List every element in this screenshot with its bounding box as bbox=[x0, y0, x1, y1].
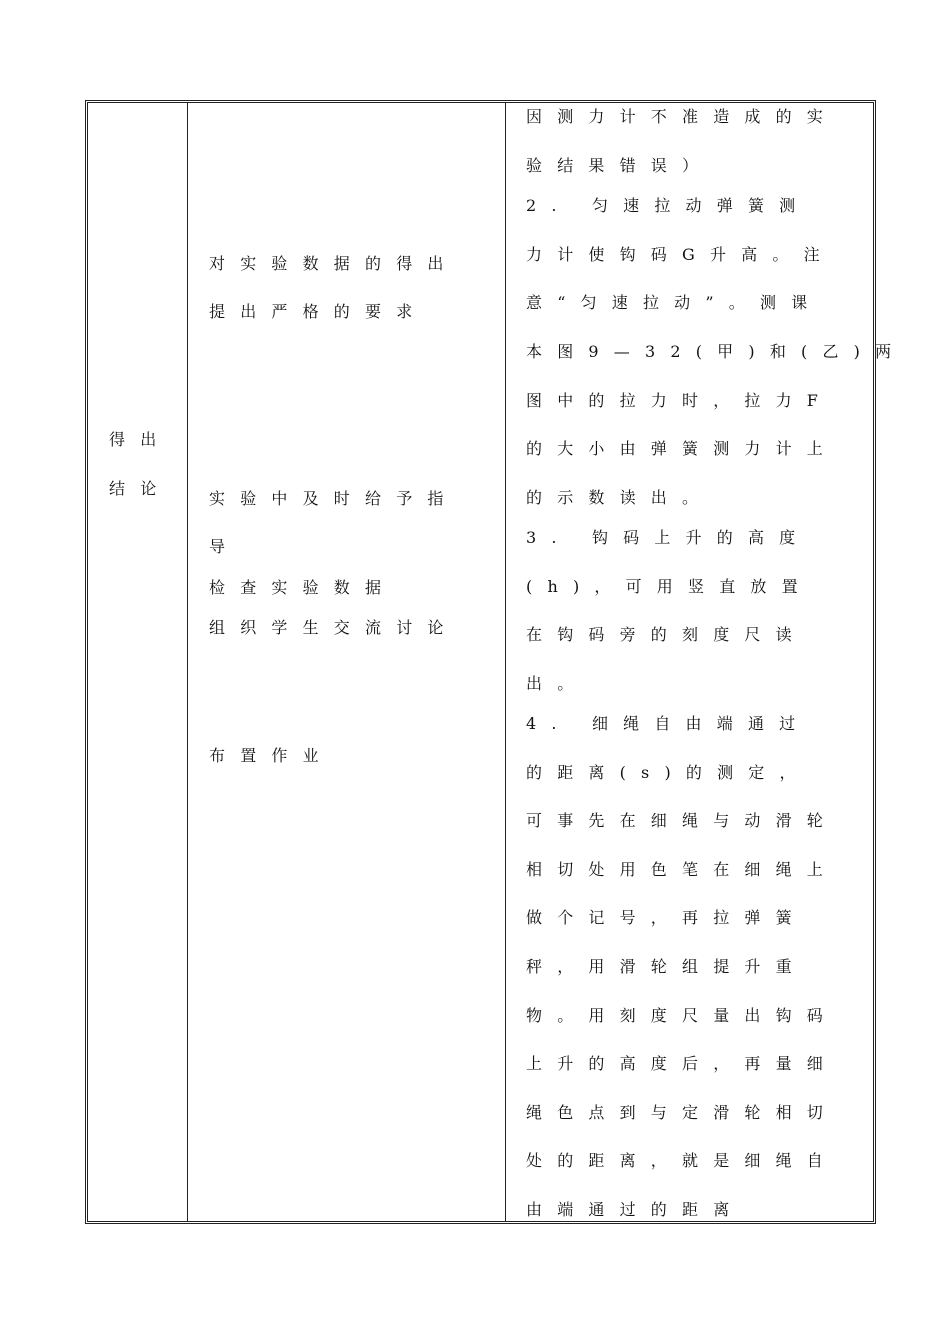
teacher-activity-text: 组织学生交流讨论 bbox=[209, 618, 459, 637]
explanation-line: 2. 匀速拉动弹簧测 bbox=[526, 196, 811, 215]
explanation-line: 意“匀速拉动”。测课 bbox=[526, 293, 823, 312]
explanation-line: 秤，用滑轮组提升重 bbox=[526, 957, 807, 976]
explanation-line: 在钩码旁的刻度尺读 bbox=[526, 625, 807, 644]
explanation-line: 4. 细绳自由端通过 bbox=[526, 714, 811, 733]
column-divider bbox=[187, 103, 188, 1221]
section-label: 结论 bbox=[109, 479, 172, 498]
teacher-activity-text: 布置作业 bbox=[209, 746, 334, 765]
teacher-activity-text: 检查实验数据 bbox=[209, 578, 397, 597]
explanation-line: 相切处用色笔在细绳上 bbox=[526, 860, 839, 879]
explanation-line: 出。 bbox=[526, 674, 589, 693]
explanation-line: 验结果错误） bbox=[526, 156, 714, 175]
explanation-line: 物。用刻度尺量出钩码 bbox=[526, 1006, 839, 1025]
explanation-line: 的示数读出。 bbox=[526, 488, 714, 507]
explanation-line: 力计使钩码G升高。注 bbox=[526, 245, 835, 264]
explanation-line: 绳色点到与定滑轮相切 bbox=[526, 1103, 839, 1122]
explanation-line: 可事先在细绳与动滑轮 bbox=[526, 811, 839, 830]
explanation-line: 的大小由弹簧测力计上 bbox=[526, 439, 839, 458]
explanation-line: 处的距离，就是细绳自 bbox=[526, 1151, 839, 1170]
explanation-line: (h)，可用竖直放置 bbox=[526, 577, 813, 596]
explanation-line: 做个记号，再拉弹簧 bbox=[526, 908, 807, 927]
teacher-activity-text: 实验中及时给予指 bbox=[209, 489, 459, 508]
teacher-activity-text: 提出严格的要求 bbox=[209, 302, 428, 321]
explanation-line: 图中的拉力时，拉力F bbox=[526, 391, 834, 410]
explanation-line: 因测力计不准造成的实 bbox=[526, 107, 839, 126]
section-label: 得出 bbox=[109, 430, 172, 449]
explanation-line: 上升的高度后，再量细 bbox=[526, 1054, 839, 1073]
explanation-line: 本图9—32(甲)和(乙)两 bbox=[526, 342, 907, 361]
teacher-activity-text: 导 bbox=[209, 537, 241, 556]
column-divider bbox=[505, 103, 506, 1221]
explanation-line: 的距离(s)的测定， bbox=[526, 763, 811, 782]
teacher-activity-text: 对实验数据的得出 bbox=[209, 254, 459, 273]
explanation-line: 由端通过的距离 bbox=[526, 1200, 745, 1219]
explanation-line: 3. 钩码上升的高度 bbox=[526, 528, 811, 547]
